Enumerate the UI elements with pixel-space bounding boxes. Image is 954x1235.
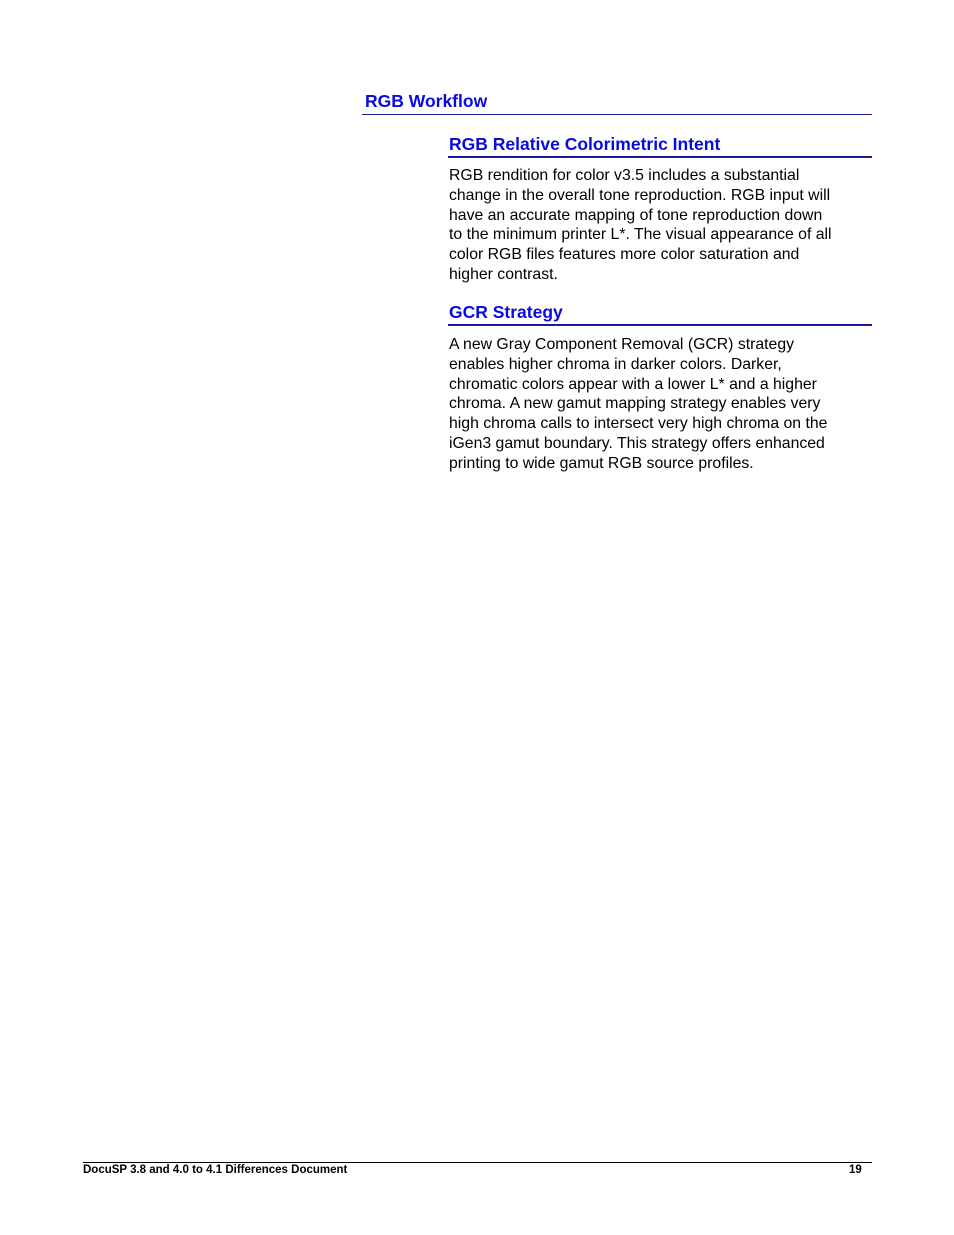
paragraph-rgb-intent	[449, 166, 873, 285]
section-heading-text: RGB Workflow	[365, 91, 488, 111]
paragraph-line: A new Gray Component Removal (GCR) strategy	[449, 336, 795, 353]
paragraph-line: high chroma calls to intersect very high chroma on the	[449, 415, 828, 433]
subsection-heading-text: RGB Relative Colorimetric Intent	[449, 134, 721, 154]
paragraph-line: iGen3 gamut boundary. This strategy offers enhanced	[449, 434, 825, 452]
subsection-heading-gcr	[448, 301, 872, 326]
paragraph-line: enables higher chroma in darker colors. Darker,	[449, 355, 782, 373]
paragraph-line: color RGB files features more color saturation and	[449, 246, 800, 264]
paragraph-gcr	[449, 335, 873, 474]
paragraph-line: chroma. A new gamut mapping strategy enables very	[449, 395, 821, 413]
section-heading	[362, 90, 872, 115]
paragraph-line: have an accurate mapping of tone reproduction down	[449, 206, 823, 224]
paragraph-line: higher contrast.	[449, 265, 558, 283]
paragraph-line: to the minimum printer L*. The visual appearance of all	[449, 226, 832, 244]
subsection-heading-text: GCR Strategy	[449, 302, 563, 322]
paragraph-line: change in the overall tone reproduction. RGB input will	[449, 186, 831, 204]
subsection-heading-rgb-intent	[448, 133, 872, 158]
paragraph-line: printing to wide gamut RGB source profiles.	[449, 454, 754, 472]
paragraph-line: RGB rendition for color v3.5 includes a substantial	[449, 167, 800, 184]
footer-document-title: DocuSP 3.8 and 4.0 to 4.1 Differences Document	[83, 1164, 348, 1176]
paragraph-line: chromatic colors appear with a lower L* and a higher	[449, 375, 817, 393]
footer-page-number: 19	[849, 1164, 862, 1176]
